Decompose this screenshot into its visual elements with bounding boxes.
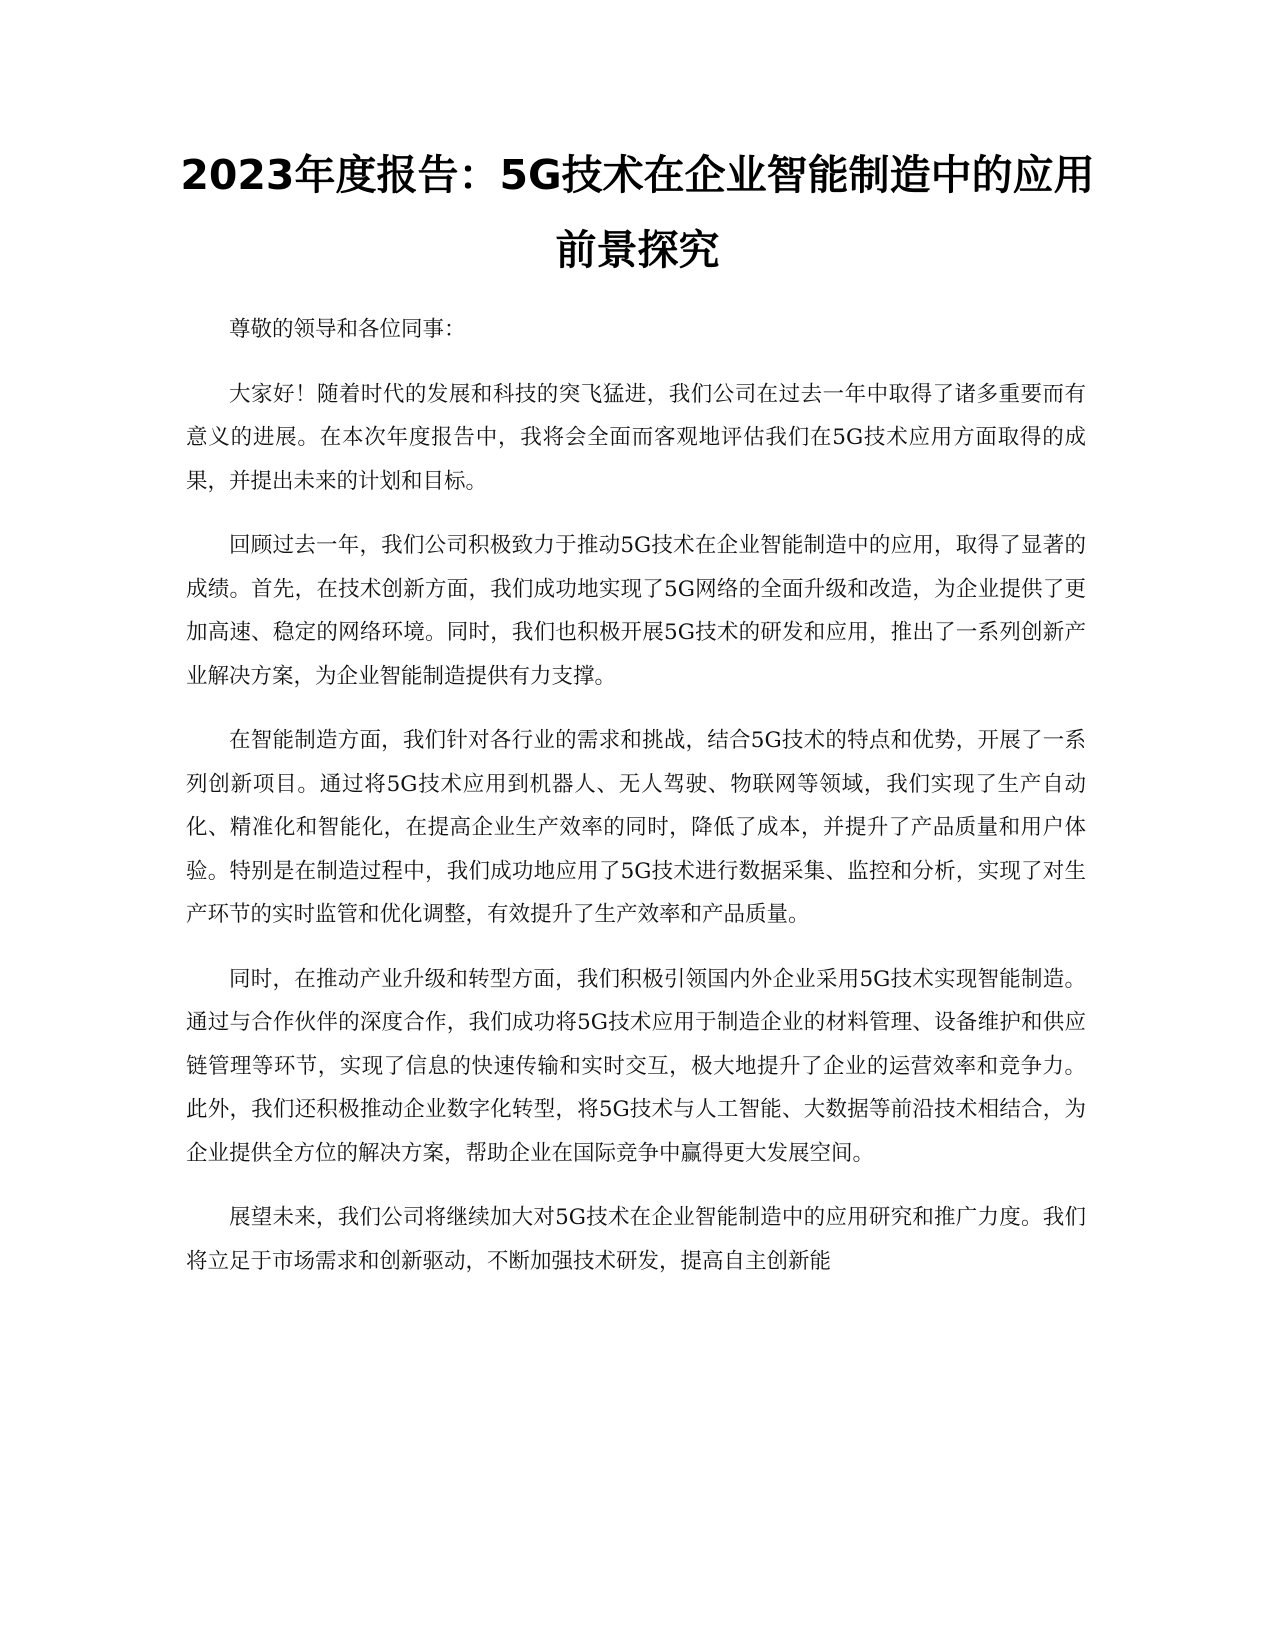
paragraph-review: 回顾过去一年，我们公司积极致力于推动5G技术在企业智能制造中的应用，取得了显著的成绩。首先，在技术创新方面，我们成功地实现了5G网络的全面升级和改造，为企业提供了更加高速、稳定的网络环境。同时，我们也积极开展5G技术的研发和应用，推出了一系列创新产业解决方案，为企业智能制造提供有力支撑。 (186, 533, 1086, 689)
document-title: 2023年度报告：5G技术在企业智能制造中的应用前景探究 (180, 151, 1095, 274)
salutation: 尊敬的领导和各位同事： (229, 317, 466, 342)
paragraph-smart-manufacturing: 在智能制造方面，我们针对各行业的需求和挑战，结合5G技术的特点和优势，开展了一系列创新项目。通过将5G技术应用到机器人、无人驾驶、物联网等领域，我们实现了生产自动化、精准化和智能化，在提高企业生产效率的同时，降低了成本，并提升了产品质量和用户体验。特别是在制造过程中，我们成功地应用了5G技术进行数据采集、监控和分析，实现了对生产环节的实时监管和优化调整，有效提升了生产效率和产品质量。 (186, 728, 1086, 927)
paragraph-intro: 大家好！随着时代的发展和科技的突飞猛进，我们公司在过去一年中取得了诸多重要而有意义的进展。在本次年度报告中，我将会全面而客观地评估我们在5G技术应用方面取得的成果，并提出未来的计划和目标。 (186, 381, 1086, 494)
document-body (186, 308, 1086, 1304)
paragraph-industry-upgrade: 同时，在推动产业升级和转型方面，我们积极引领国内外企业采用5G技术实现智能制造。通过与合作伙伴的深度合作，我们成功将5G技术应用于制造企业的材料管理、设备维护和供应链管理等环节，实现了信息的快速传输和实时交互，极大地提升了企业的运营效率和竞争力。此外，我们还积极推动企业数字化转型，将5G技术与人工智能、大数据等前沿技术相结合，为企业提供全方位的解决方案，帮助企业在国际竞争中赢得更大发展空间。 (186, 966, 1086, 1166)
paragraph-outlook: 展望未来，我们公司将继续加大对5G技术在企业智能制造中的应用研究和推广力度。我们将立足于市场需求和创新驱动，不断加强技术研发，提高自主创新能 (186, 1205, 1086, 1274)
